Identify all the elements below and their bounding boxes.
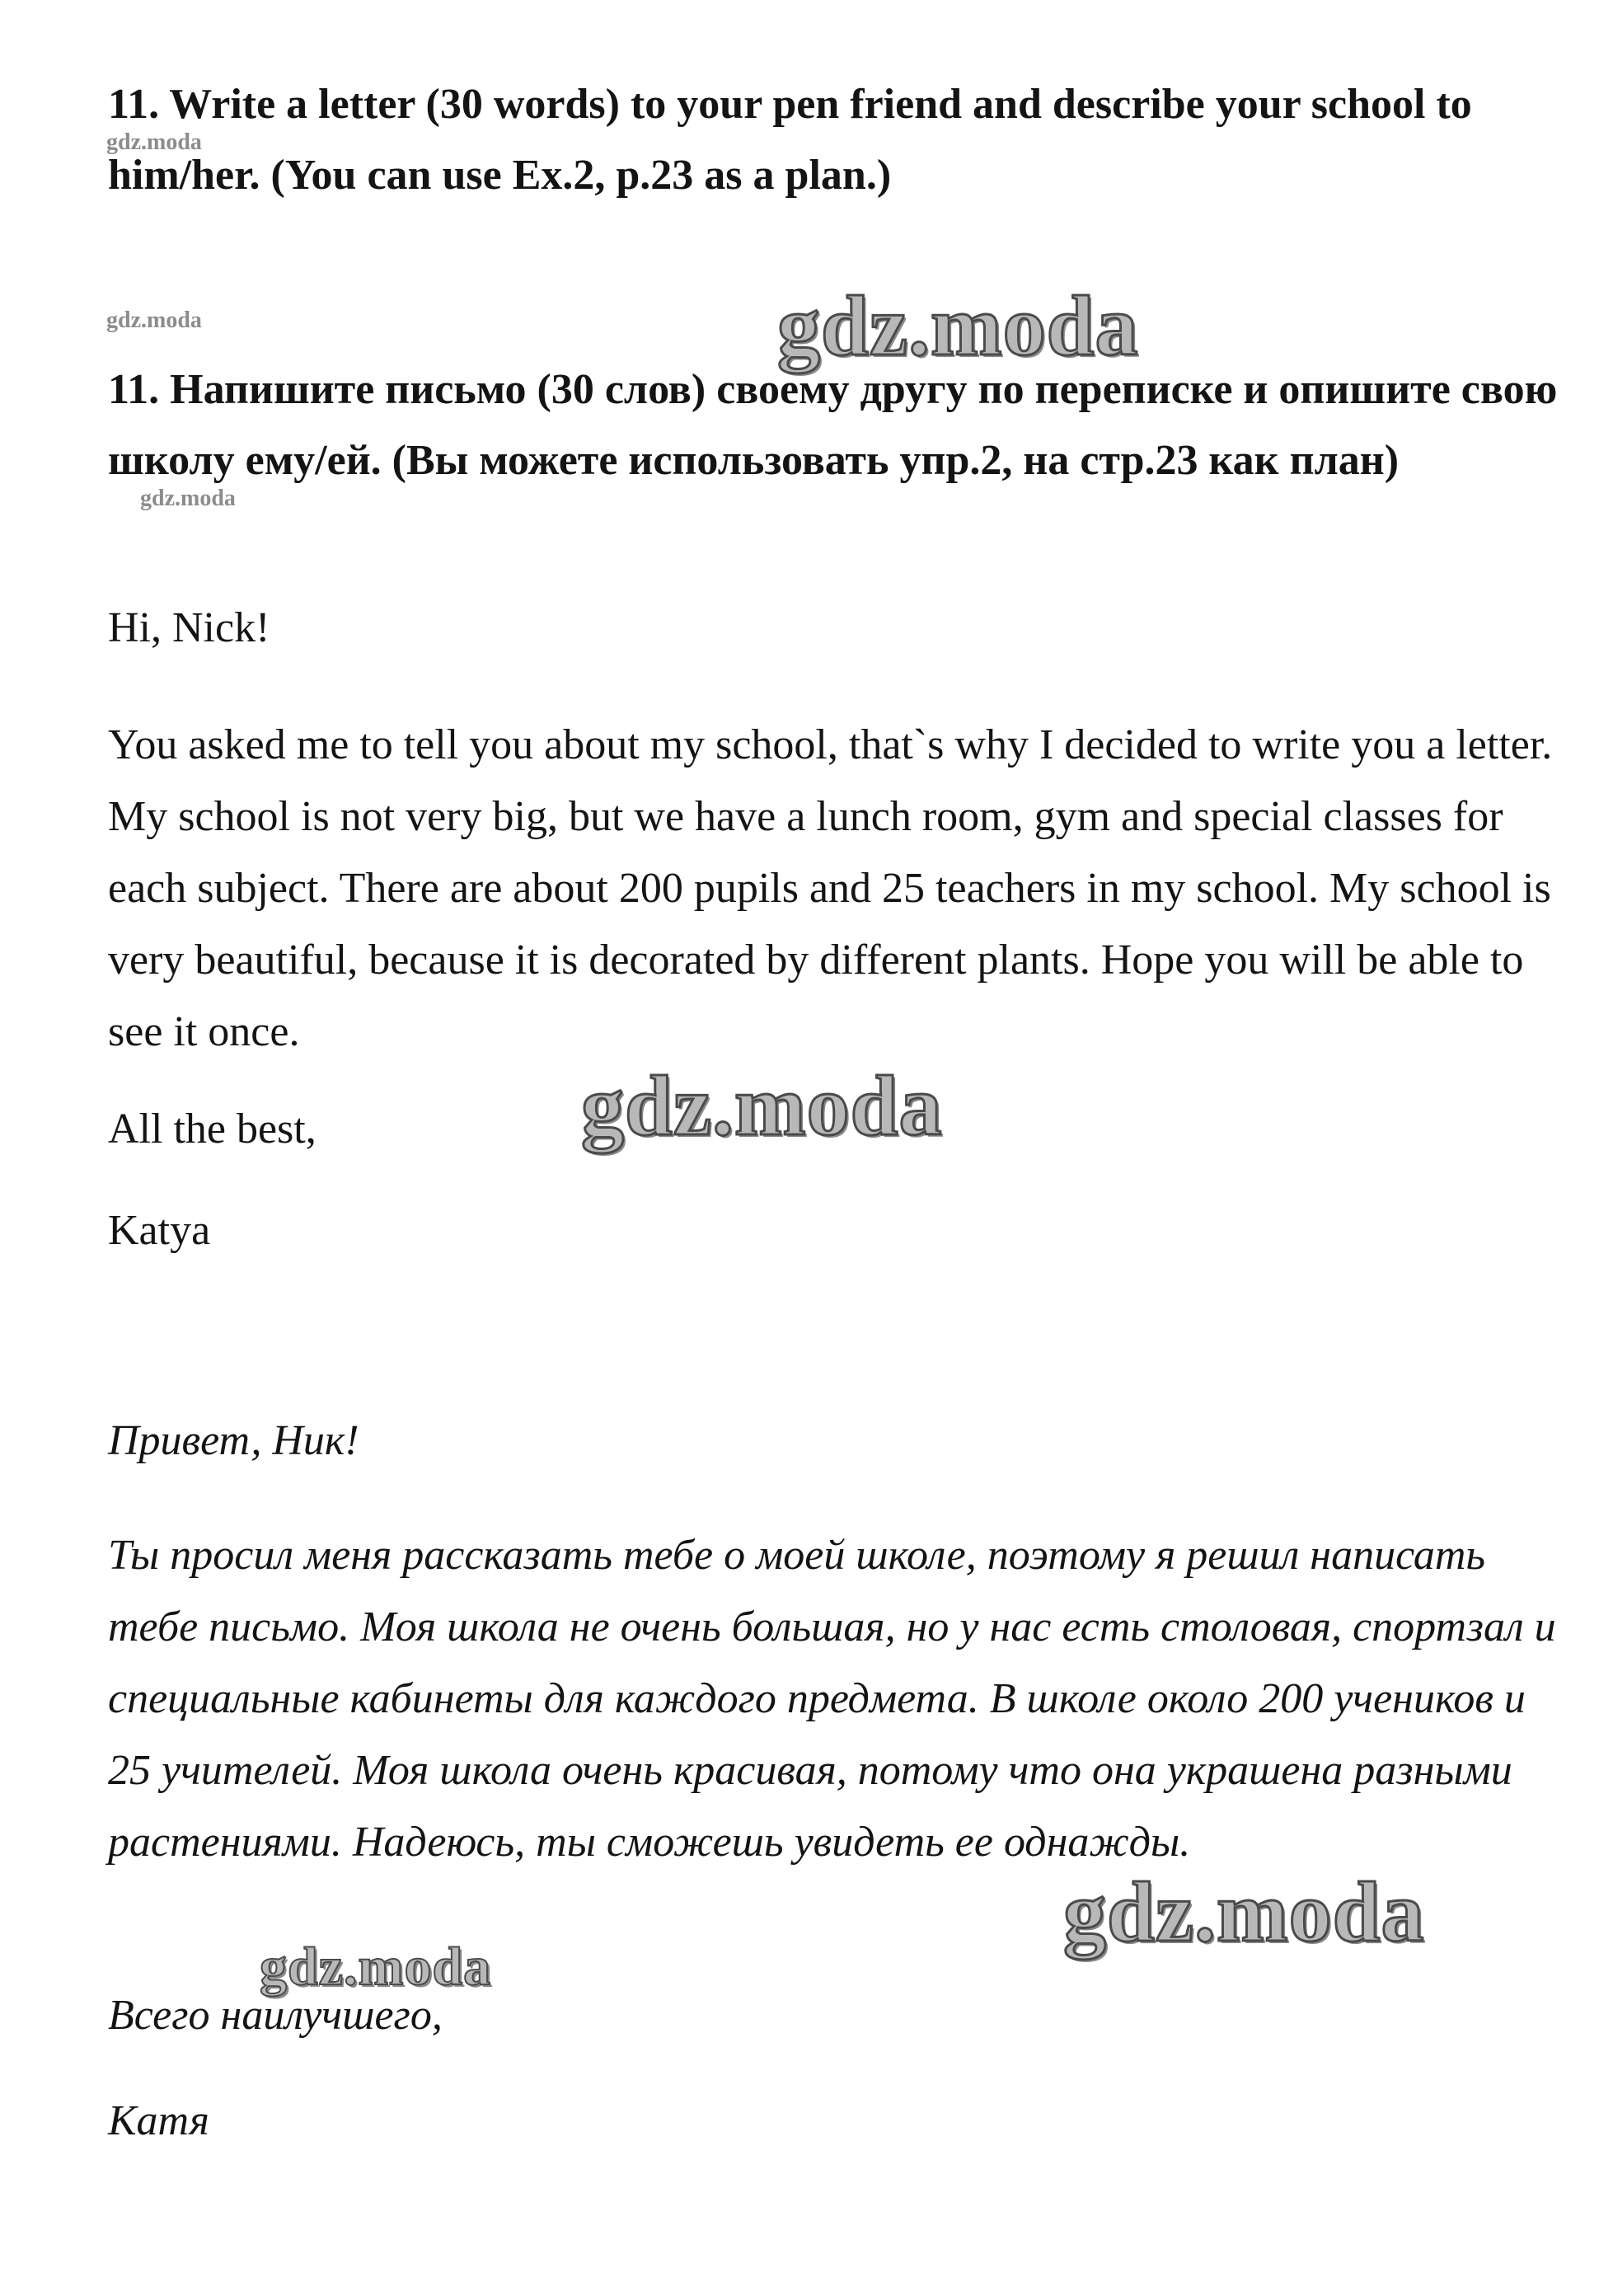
letter-greeting-en: Hi, Nick! bbox=[108, 604, 270, 651]
letter-closing-ru: Всего наилучшего, bbox=[108, 1992, 443, 2039]
watermark-small: gdz.moda bbox=[140, 486, 236, 511]
letter-body-en: You asked me to tell you about my school, that`s why I decided to write you a letter. My school is not very big, but we have a lunch room, gym and special classes for each subject. There are about 200 pupils and 25 teachers in my school. My school is very beautiful, because it is decorated by different plants. Hope you will be able to see it once. bbox=[108, 721, 1553, 1055]
letter-body-ru: Ты просил меня рассказать тебе о моей школе, поэтому я решил написать тебе письмо. Моя школа не очень большая, но у нас есть столовая, спортзал и специальные кабинеты для каждого предмета. В школе около 200 учеников и 25 учителей. Моя школа очень красивая, потому что она украшена разными растениями. Надеюсь, ты сможешь увидеть ее однажды. bbox=[108, 1532, 1556, 1866]
task-russian: 11. Напишите письмо (30 слов) своему другу по переписке и опишите свою школу ему/ей. (Вы можете использовать упр.2, на стр.23 как план) bbox=[108, 366, 1558, 484]
watermark-large: gdz.moda bbox=[581, 1059, 943, 1153]
letter-signature-en: Katya bbox=[108, 1207, 211, 1254]
letter-greeting-ru: Привет, Ник! bbox=[108, 1417, 359, 1464]
letter-signature-ru: Катя bbox=[108, 2097, 209, 2144]
watermark-large: gdz.moda bbox=[1063, 1865, 1425, 1960]
letter-closing-en: All the best, bbox=[108, 1106, 317, 1153]
watermark-small: gdz.moda bbox=[106, 308, 202, 333]
task-english: 11. Write a letter (30 words) to your pen friend and describe your school to him/her. (You can use Ex.2, p.23 as a plan.) bbox=[108, 81, 1472, 199]
watermark-large: gdz.moda bbox=[777, 279, 1139, 373]
watermark-small: gdz.moda bbox=[106, 129, 202, 155]
watermark-medium: gdz.moda bbox=[260, 1937, 492, 1997]
